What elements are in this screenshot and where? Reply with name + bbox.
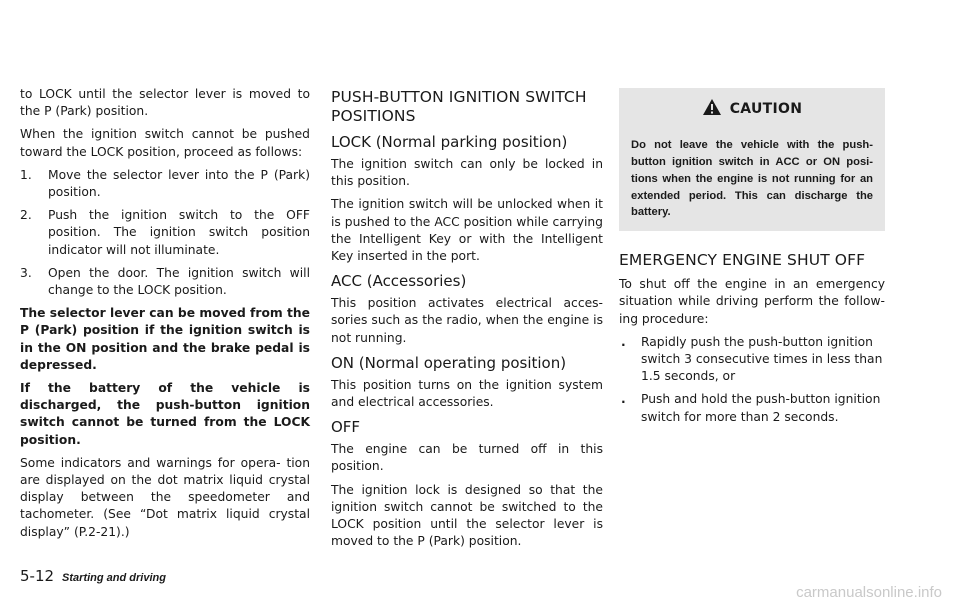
step-item: [20, 207, 310, 259]
bullet-item: [619, 334, 885, 386]
paragraph: To shut off the engine in an emergency situation while driving perform the follow- ing procedure:: [619, 277, 885, 326]
paragraph: Some indicators and warnings for opera- tion are displayed on the dot matrix liquid crystal display between the speedometer and tachometer. (See “Dot matrix liquid crystal display” (P.2-21).): [20, 455, 310, 539]
step-number: 2.: [20, 208, 32, 223]
caution-box: [619, 88, 885, 231]
bullet-list: [619, 334, 885, 426]
warning-triangle-icon: [702, 98, 722, 121]
subsection-heading-on: ON (Normal operating position): [331, 353, 567, 372]
steps-list: [20, 167, 310, 299]
bold-note: The selector lever can be moved from the P (Park) position if the ignition switch is in the ON position and the brake pedal is depressed.: [20, 306, 310, 372]
subsection-heading-off: OFF: [331, 418, 361, 437]
bullet-dot: .: [621, 334, 626, 349]
caution-text: Do not leave the vehicle with the push- button ignition switch in ACC or ON posi- tions when the engine is not running for an extended period. This can discharge the battery.: [631, 139, 873, 219]
step-item: [20, 167, 310, 201]
paragraph: The ignition switch can only be locked in this position.: [331, 157, 603, 189]
step-text: Open the door. The ignition switch will change to the LOCK position.: [48, 265, 310, 298]
section-heading: PUSH-BUTTON IGNITION SWITCH POSITIONS: [331, 88, 587, 125]
paragraph: to LOCK until the selector lever is moved to the P (Park) position.: [20, 87, 310, 119]
paragraph: This position turns on the ignition system and electrical accessories.: [331, 377, 603, 410]
watermark: carmanualsonline.info: [796, 584, 942, 601]
step-text: Push the ignition switch to the OFF position. The ignition switch position indicator will not illuminate.: [48, 208, 310, 257]
paragraph: The ignition switch will be unlocked when it is pushed to the ACC position while carrying the Intelligent Key or with the Intelligent Key inserted in the port.: [331, 197, 603, 264]
step-number: 3.: [20, 265, 32, 280]
step-text: Move the selector lever into the P (Park) position.: [48, 167, 310, 200]
bullet-text: Rapidly push the push-button ignition switch 3 consecutive times in less than 1.5 seconds, or: [641, 334, 883, 384]
paragraph: The engine can be turned off in this position.: [331, 442, 603, 474]
chapter-title: Starting and driving: [62, 572, 166, 584]
caution-header: [631, 98, 873, 121]
caution-title: CAUTION: [729, 101, 803, 117]
bullet-item: [619, 391, 885, 425]
subsection-heading-lock: LOCK (Normal parking position): [331, 133, 568, 151]
page-footer: [20, 567, 166, 585]
page-number: 5-12: [20, 567, 55, 585]
paragraph: When the ignition switch cannot be pushed toward the LOCK position, proceed as follows:: [20, 127, 310, 159]
section-heading: EMERGENCY ENGINE SHUT OFF: [619, 251, 866, 270]
subsection-heading-acc: ACC (Accessories): [331, 272, 467, 291]
step-item: [20, 265, 310, 299]
paragraph: The ignition lock is designed so that the ignition switch cannot be switched to the LOCK position until the selector lever is moved to the P (Park) position.: [331, 482, 603, 549]
step-number: 1.: [20, 167, 32, 182]
bullet-dot: .: [621, 392, 626, 407]
column-left: [20, 86, 310, 547]
bullet-text: Push and hold the push-button ignition switch for more than 2 seconds.: [641, 392, 881, 424]
column-right: [619, 88, 885, 432]
column-middle: [331, 88, 603, 556]
paragraph: This position activates electrical acces- sories such as the radio, when the engine is not running.: [331, 296, 603, 345]
bold-note: If the battery of the vehicle is discharged, the push-button ignition switch cannot be turned from the LOCK position.: [20, 381, 310, 447]
